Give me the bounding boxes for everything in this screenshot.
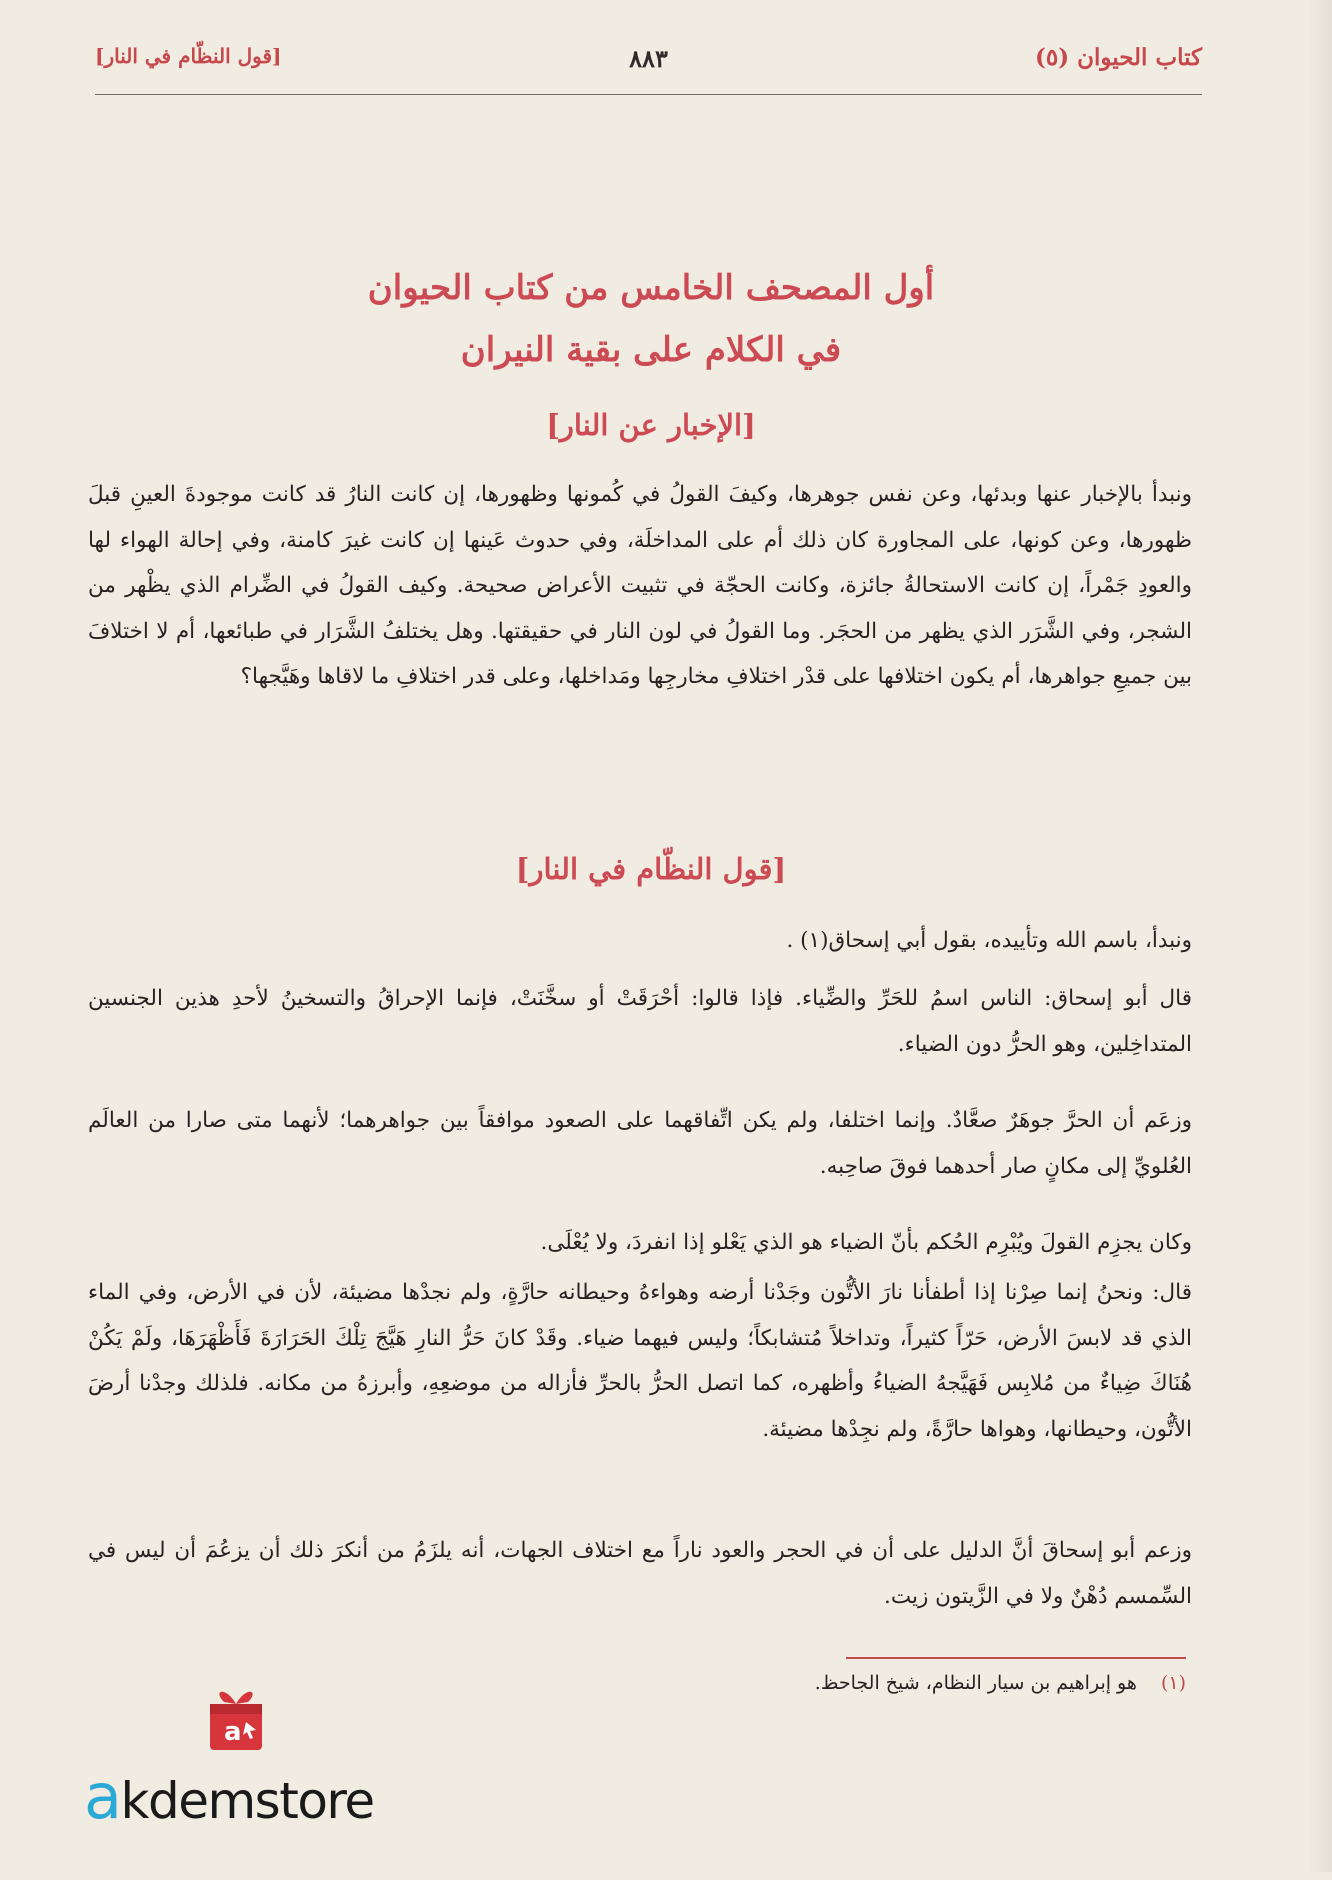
brand-first-letter: a [84,1760,121,1833]
page-number: ٨٨٣ [629,44,668,73]
footnote-number: (١) [1160,1672,1186,1694]
main-title-line-2: في الكلام على بقية النيران [460,330,842,370]
book-title-header: كتاب الحيوان (٥) [1034,44,1202,71]
section-2-paragraph-4: وكان يجزِم القولَ ويُبْرِم الحُكم بأنّ الضياء هو الذي يَعْلو إذا انفردَ، ولا يُعْلَى. [540,1230,1192,1255]
footnote-divider [846,1657,1186,1659]
footnote-text: هو إبراهيم بن سيار النظام، شيخ الجاحظ. [814,1672,1137,1694]
book-gift-icon [202,1680,270,1754]
section-2-paragraph-6: وزعم أبو إسحاقَ أنَّ الدليل على أن في الحجر والعود ناراً مع اختلاف الجهات، أنه يلزَمُ من أنكرَ ذلك أن يزعُمَ أن ليس في السِّمسم دُهْنٌ ولا في الزَّيتون زيت. [88,1538,1192,1609]
brand-rest: kdemstore [120,1772,374,1830]
section-heading-2: [قول النظّام في النار] [515,852,787,886]
section-2-paragraph-5: قال: ونحنُ إنما صِرْنا إذا أطفأنا نارَ الأتُّون وجَدْنا أرضه وهواءهُ وحيطانه حارَّةٍ، ولم نجدْها مضيئة، لأن في الأرض، وفي الماء الذي قد لابسَ الأرض، حَرّاً كثيراً، وتداخلاً مُتشابكاً؛ وليس فيهما ضياء. وقَدْ كانَ حَرُّ النارِ هَيَّجَ تِلْكَ الحَرَارَةَ فَأَظْهَرَهَا، ولَمْ يَكُنْ هُنَاكَ ضِياءٌ من مُلابِس فَهَيَّجهُ الضياءُ وأظهره، كما اتصل الحرُّ بالحرِّ فأزاله من موضعِهِ، وأبرزهُ من مكانه. فلذلك وجدْنا أرضَ الأتُّون، وحيطانها، وهواها حارَّةً، ولم نجِدْها مضيئة. [88,1280,1192,1442]
section-2-paragraph-1: ونبدأ، باسم الله وتأييده، بقول أبي إسحاق(١) . [786,928,1192,953]
page-edge-shadow [1308,0,1332,1872]
section-2-paragraph-3: وزعَم أن الحرَّ جوهَرٌ صعَّادٌ. وإنما اختلفا، ولم يكن اتِّفاقهما على الصعود موافقاً بين جواهرهما؛ لأنهما متى صارا من العالَم العُلويِّ إلى مكانٍ صار أحدهما فوقَ صاحِبه. [88,1108,1192,1179]
akdemstore-watermark-logo [84,1680,414,1880]
footnote [815,1672,1186,1694]
section-1-paragraph: ونبدأ بالإخبار عنها وبدئها، وعن نفس جوهرها، وكيفَ القولُ في كُمونها وظهورها، إن كانت النارُ قد كانت موجودةَ العينِ قبلَ ظهورها، وعن كونها، على المجاورة كان ذلك أم على المداخلَة، وفي حدوث عَينها إن كانت غيرَ كامنة، وفي إحالة الهواء لها والعودِ جَمْراً، إن كانت الاستحالةُ جائزة، وكانت الحجّة في تثبيت الأعراض صحيحة. وكيف القولُ في الضِّرام الذي يظْهر من الشجر، وفي الشَّرَر الذي يظهر من الحجَر. وما القولُ في لون النار في حقيقتها. وهل يختلفُ الشَّرَار في طبائعها، أم لا اختلافَ بين جميعِ جواهرها، أم يكون اختلافها على قدْر اختلافِ مخارجِها ومَداخلها، وعلى قدر اختلافِ ما لاقاها وهَيَّجها؟ [88,482,1192,689]
section-heading-1: [الإخبار عن النار] [546,408,756,442]
running-header [95,38,1202,95]
section-2-paragraph-2: قال أبو إسحاق: الناس اسمُ للحَرِّ والضِّياء. فإذا قالوا: أحْرَقَتْ أو سخَّنَتْ، فإنما الإحراقُ والتسخينُ لأحدِ هذين الجنسين المتداخِلين، وهو الحرُّ دون الضياء. [88,986,1192,1057]
main-title-line-1: أول المصحف الخامس من كتاب الحيوان [367,268,935,308]
logo-icon-letter: a [224,1717,242,1747]
brand-wordmark [84,1760,374,1833]
section-header: [قول النظّام في النار] [95,44,282,68]
